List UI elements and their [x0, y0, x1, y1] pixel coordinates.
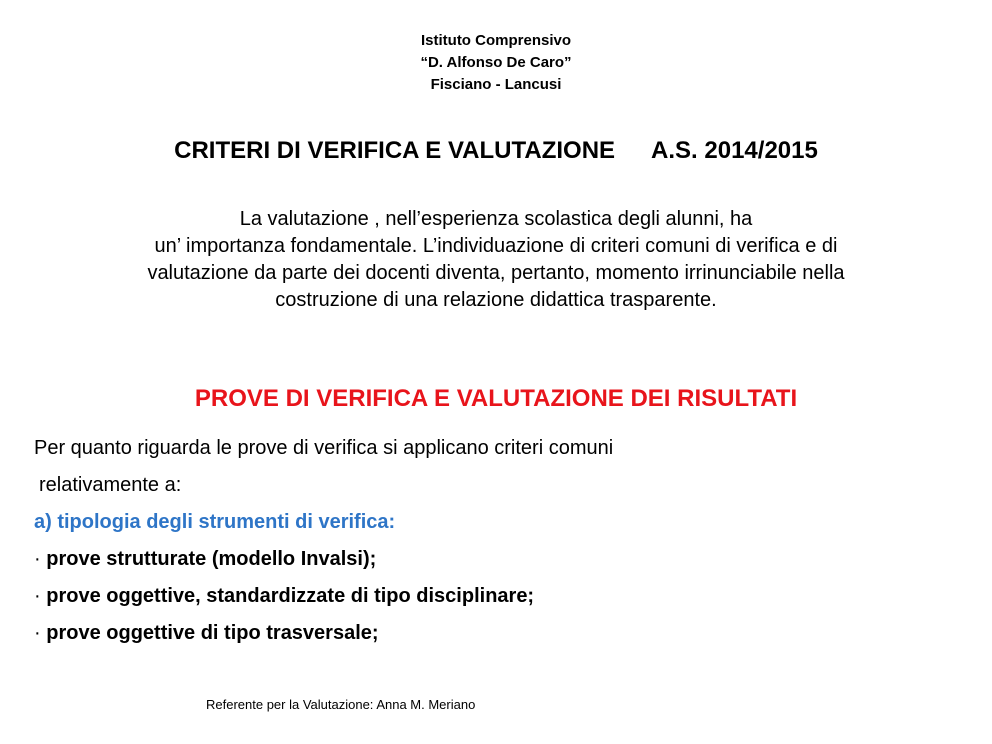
list-item-text: prove oggettive, standardizzate di tipo disciplinare;	[46, 585, 535, 607]
bullet-icon: ·	[34, 622, 41, 644]
list-item	[34, 615, 964, 652]
school-location-line: Fisciano - Lancusi	[430, 76, 562, 93]
section-body	[34, 430, 964, 652]
school-year: A.S. 2014/2015	[651, 137, 818, 164]
bullet-icon: ·	[34, 585, 41, 607]
school-dedication-line: “D. Alfonso De Caro”	[420, 54, 572, 71]
intro-line: un’ importanza fondamentale. L’individuazione di criteri comuni di verifica e di	[154, 235, 838, 257]
school-header	[0, 30, 992, 96]
list-item-text: prove oggettive di tipo trasversale;	[46, 622, 379, 644]
page-title-text: CRITERI DI VERIFICA E VALUTAZIONE	[174, 137, 616, 164]
section-title: PROVE DI VERIFICA E VALUTAZIONE DEI RISULTATI	[194, 385, 798, 412]
bullet-icon: ·	[34, 548, 41, 570]
list-item	[34, 541, 964, 578]
paragraph-line: relativamente a:	[39, 474, 182, 496]
page-title	[0, 136, 992, 166]
footer-credit: Referente per la Valutazione: Anna M. Meriano	[206, 697, 476, 712]
intro-paragraph	[30, 206, 962, 314]
list-item-text: prove strutturate (modello Invalsi);	[46, 548, 377, 570]
subheading: a) tipologia degli strumenti di verifica:	[34, 511, 396, 533]
paragraph-line: Per quanto riguarda le prove di verifica si applicano criteri comuni	[34, 437, 614, 459]
school-name-line: Istituto Comprensivo	[420, 32, 571, 49]
intro-line: La valutazione , nell’esperienza scolastica degli alunni, ha	[239, 208, 753, 230]
intro-line: costruzione di una relazione didattica trasparente.	[275, 289, 717, 311]
intro-line: valutazione da parte dei docenti diventa, pertanto, momento irrinunciabile nella	[147, 262, 845, 284]
list-item	[34, 578, 964, 615]
